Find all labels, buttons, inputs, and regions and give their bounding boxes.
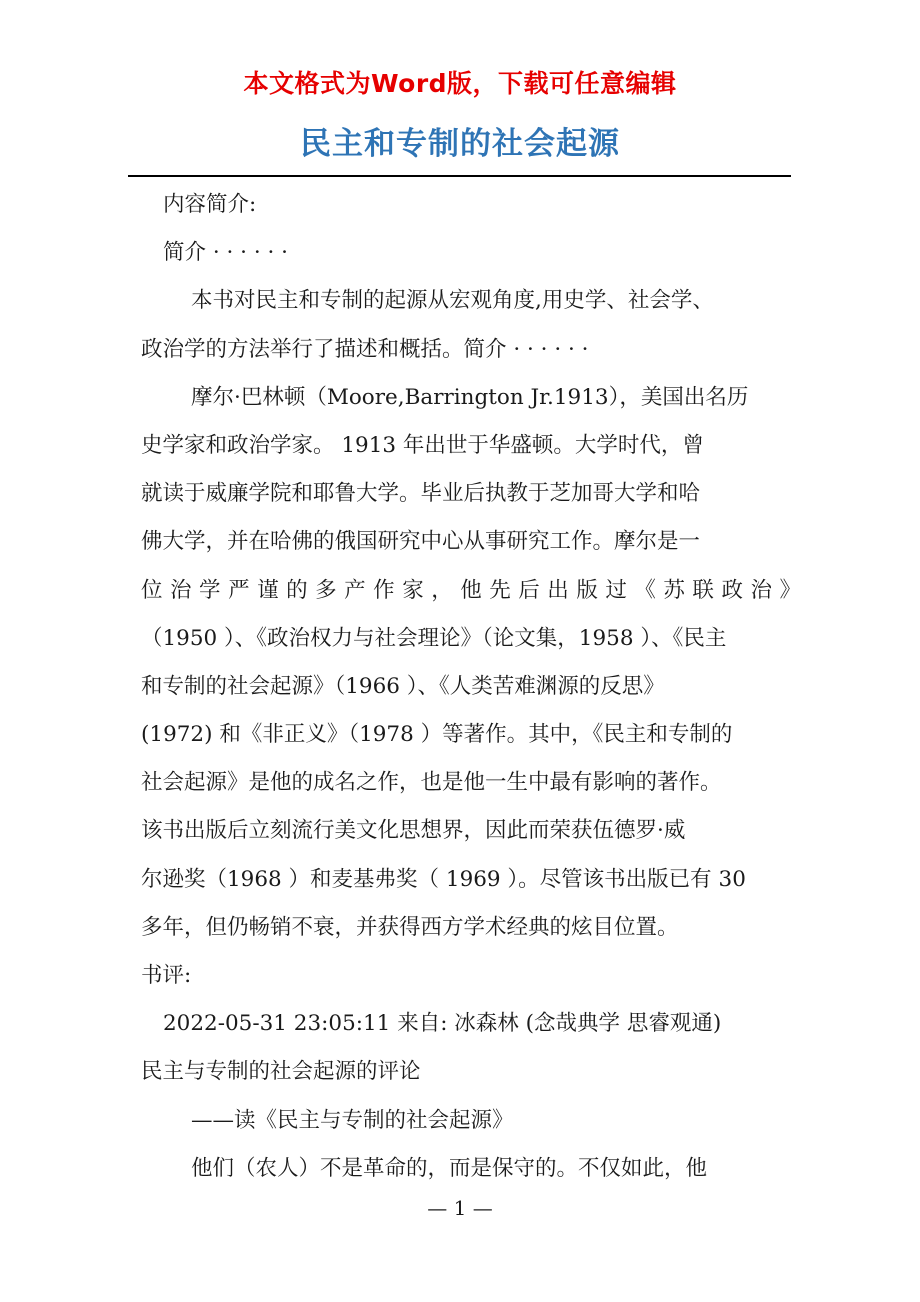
title-divider: [128, 175, 791, 177]
body-line: 政治学的方法举行了描述和概括。简介 · · · · · ·: [141, 336, 589, 362]
review-subtitle: ——读《民主与专制的社会起源》: [191, 1107, 514, 1133]
document-title: 民主和专制的社会起源: [300, 126, 620, 162]
review-meta: 2022-05-31 23:05:11 来自: 冰森林 (念哉典学 思睿观通): [163, 1011, 722, 1037]
body-line: 他们（农人）不是革命的，而是保守的。不仅如此，他: [191, 1155, 708, 1181]
body-line: 和专制的社会起源》（1966 ）、《人类苦难渊源的反思》: [141, 673, 665, 699]
intro-subheading: 简介 · · · · · ·: [163, 240, 289, 266]
body-line: 社会起源》是他的成名之作，也是他一生中最有影响的著作。: [141, 770, 722, 796]
section-label-reviews: 书评:: [141, 963, 192, 988]
body-line: 就读于威廉学院和耶鲁大学。毕业后执教于芝加哥大学和哈: [141, 481, 701, 507]
body-line: （1950 ）、《政治权力与社会理论》（论文集，1958 ）、《民主: [141, 625, 727, 651]
section-label-intro: 内容简介:: [163, 192, 257, 217]
review-title: 民主与专制的社会起源的评论: [141, 1059, 421, 1085]
format-notice-banner: 本文格式为Word版，下载可任意编辑: [243, 69, 677, 98]
body-line: 本书对民主和专制的起源从宏观角度,用史学、社会学、: [191, 288, 714, 314]
body-line: (1972) 和《非正义》（1978 ）等著作。其中，《民主和专制的: [141, 722, 733, 748]
body-line: 佛大学，并在哈佛的俄国研究中心从事研究工作。摩尔是一: [141, 529, 701, 555]
body-line: 位治学严谨的多产作家，他先后出版过《苏联政治》: [141, 577, 801, 603]
body-line: 该书出版后立刻流行美文化思想界，因此而荣获伍德罗·威: [141, 818, 686, 844]
body-line: 尔逊奖（1968 ）和麦基弗奖（ 1969 ）。尽管该书出版已有 30: [141, 866, 746, 892]
body-line: 史学家和政治学家。 1913 年出世于华盛顿。大学时代，曾: [141, 432, 704, 458]
body-line: 多年，但仍畅销不衰，并获得西方学术经典的炫目位置。: [141, 914, 679, 940]
document-body: [141, 181, 801, 1193]
body-line: 摩尔·巴林顿（Moore,Barrington Jr.1913），美国出名历: [191, 384, 749, 410]
page-number: — 1 —: [427, 1196, 493, 1220]
